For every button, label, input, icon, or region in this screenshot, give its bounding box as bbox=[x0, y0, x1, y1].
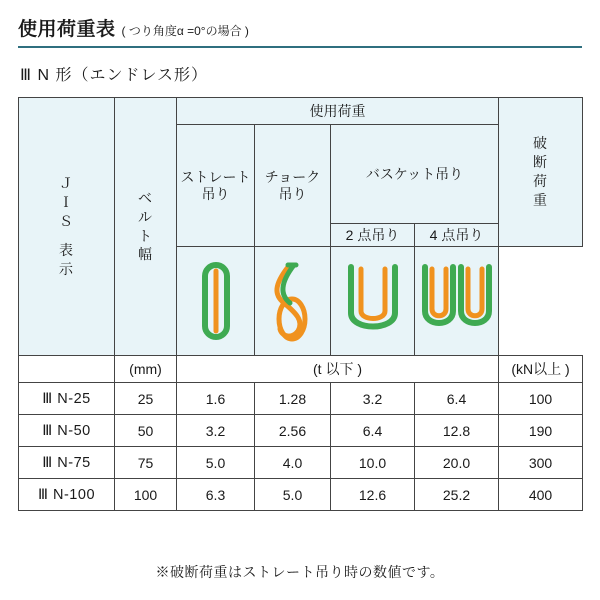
cell-straight: 5.0 bbox=[177, 447, 255, 479]
header-jis-line-5: 示 bbox=[59, 260, 74, 277]
page-title: 使用荷重表 bbox=[18, 19, 116, 40]
cell-breaking: 300 bbox=[499, 447, 583, 479]
cell-jis: Ⅲ N-75 bbox=[19, 447, 115, 479]
header-straight-hitch bbox=[177, 125, 255, 247]
header-basket-2point: 2 点吊り bbox=[331, 224, 415, 247]
unit-breaking-load: (kN以上 ) bbox=[499, 356, 583, 383]
cell-basket2: 10.0 bbox=[331, 447, 415, 479]
unit-jis-blank bbox=[19, 356, 115, 383]
table-row bbox=[19, 479, 583, 511]
cell-belt-width: 100 bbox=[115, 479, 177, 511]
cell-basket2: 12.6 bbox=[331, 479, 415, 511]
cell-belt-width: 25 bbox=[115, 383, 177, 415]
header-straight-line-2: 吊り bbox=[201, 185, 230, 202]
basket-2point-sling-icon bbox=[333, 251, 413, 351]
header-belt-width bbox=[115, 98, 177, 356]
header-jis-line-3: Ｓ bbox=[59, 213, 74, 230]
page-subtitle: ( つり角度α =0°の場合 ) bbox=[121, 24, 249, 38]
straight-sling-icon bbox=[181, 251, 251, 351]
cell-belt-width: 50 bbox=[115, 415, 177, 447]
choke-sling-icon bbox=[258, 251, 328, 351]
cell-choke: 4.0 bbox=[255, 447, 331, 479]
header-choke-line-2: 吊り bbox=[278, 185, 307, 202]
cell-basket2: 3.2 bbox=[331, 383, 415, 415]
header-belt-width-line-4: 幅 bbox=[138, 246, 153, 263]
header-breaking-line-2: 断 bbox=[533, 154, 548, 171]
pictogram-choke-hitch bbox=[255, 247, 331, 356]
header-choke-line-1: チョーク bbox=[264, 169, 321, 186]
pictogram-basket-2point bbox=[331, 247, 415, 356]
header-breaking-line-1: 破 bbox=[533, 135, 548, 152]
cell-choke: 5.0 bbox=[255, 479, 331, 511]
cell-straight: 1.6 bbox=[177, 383, 255, 415]
header-jis-designation bbox=[19, 98, 115, 356]
cell-jis: Ⅲ N-25 bbox=[19, 383, 115, 415]
pictogram-basket-4point bbox=[415, 247, 499, 356]
footnote: ※破断荷重はストレート吊り時の数値です。 bbox=[155, 564, 445, 580]
header-jis-line-4: 表 bbox=[59, 241, 74, 258]
cell-breaking: 190 bbox=[499, 415, 583, 447]
cell-belt-width: 75 bbox=[115, 447, 177, 479]
table-row bbox=[19, 447, 583, 479]
cell-basket4: 6.4 bbox=[415, 383, 499, 415]
header-straight-line-1: ストレート bbox=[180, 169, 251, 186]
cell-basket4: 25.2 bbox=[415, 479, 499, 511]
cell-choke: 1.28 bbox=[255, 383, 331, 415]
basket-4point-sling-icon bbox=[417, 251, 497, 351]
cell-breaking: 100 bbox=[499, 383, 583, 415]
header-jis-line-2: Ｉ bbox=[59, 194, 74, 211]
header-breaking-line-4: 重 bbox=[533, 191, 548, 208]
header-breaking-line-3: 荷 bbox=[533, 173, 548, 189]
load-capacity-table bbox=[18, 97, 583, 511]
header-choke-hitch bbox=[255, 125, 331, 247]
cell-breaking: 400 bbox=[499, 479, 583, 511]
load-table-container bbox=[18, 97, 582, 511]
sling-type-heading: Ⅲ N 形（エンドレス形） bbox=[20, 67, 208, 84]
table-header-row-1 bbox=[19, 98, 583, 125]
header-belt-width-line-2: ル bbox=[138, 208, 153, 225]
table-row bbox=[19, 383, 583, 415]
cell-jis: Ⅲ N-100 bbox=[19, 479, 115, 511]
cell-basket4: 20.0 bbox=[415, 447, 499, 479]
cell-straight: 3.2 bbox=[177, 415, 255, 447]
header-basket-4point: 4 点吊り bbox=[415, 224, 499, 247]
cell-choke: 2.56 bbox=[255, 415, 331, 447]
pictogram-straight-hitch bbox=[177, 247, 255, 356]
header-divider bbox=[18, 46, 582, 48]
header-breaking-load bbox=[499, 98, 583, 247]
table-units-row bbox=[19, 356, 583, 383]
document-header bbox=[18, 14, 582, 41]
header-belt-width-line-1: ベ bbox=[138, 189, 153, 206]
table-row bbox=[19, 415, 583, 447]
cell-straight: 6.3 bbox=[177, 479, 255, 511]
header-working-load-group: 使用荷重 bbox=[177, 98, 499, 125]
header-belt-width-line-3: ト bbox=[138, 227, 153, 244]
unit-belt-width: (mm) bbox=[115, 356, 177, 383]
unit-working-load: (t 以下 ) bbox=[177, 356, 499, 383]
cell-basket4: 12.8 bbox=[415, 415, 499, 447]
header-basket-group: バスケット吊り bbox=[331, 125, 499, 224]
header-jis-line-1: Ｊ bbox=[59, 175, 74, 192]
cell-jis: Ⅲ N-50 bbox=[19, 415, 115, 447]
cell-basket2: 6.4 bbox=[331, 415, 415, 447]
